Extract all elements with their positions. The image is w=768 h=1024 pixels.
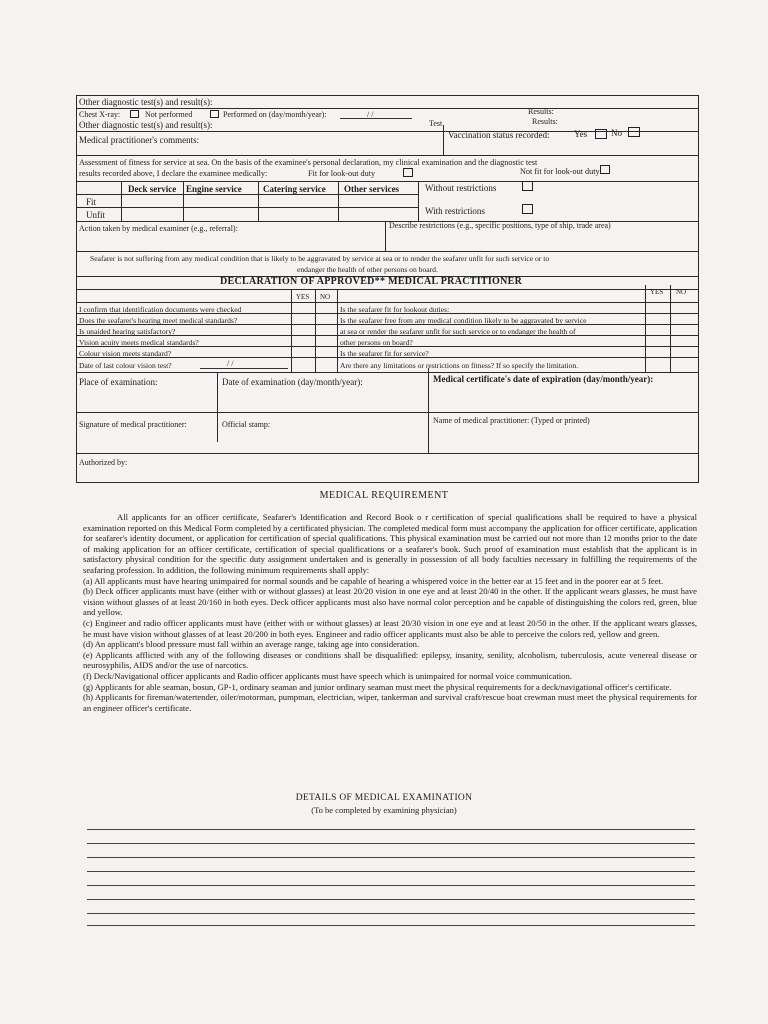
divider	[76, 108, 699, 109]
fit-lookout-checkbox[interactable]	[403, 168, 413, 177]
declaration-no-header-right: NO	[676, 288, 687, 296]
declaration-yes-header-left: YES	[296, 293, 310, 301]
unfit-catering-cell[interactable]	[259, 208, 337, 220]
other-diagnostic-header: Other diagnostic test(s) and result(s):	[79, 97, 213, 107]
date-of-examination-field[interactable]	[220, 390, 426, 408]
requirement-item: (a) All applicants must have hearing unimpaired for normal sounds and be capable of hearing a whispered voice in the better ear at 15 feet and in the poorer ear at 5 feet.	[83, 575, 664, 586]
divider	[76, 155, 699, 156]
signature-field[interactable]	[79, 430, 215, 450]
with-restrictions-checkbox[interactable]	[522, 204, 533, 214]
declaration-left-item: Vision acuity meets medical standards?	[79, 338, 199, 347]
writing-line[interactable]	[87, 925, 695, 926]
details-title: DETAILS OF MEDICAL EXAMINATION	[295, 793, 473, 803]
declaration-left-item: Is unaided hearing satisfactory?	[79, 327, 176, 336]
writing-line[interactable]	[87, 857, 695, 858]
colour-vision-date-field[interactable]	[200, 368, 288, 369]
practitioner-name-label: Name of medical practitioner: (Typed or printed)	[433, 416, 590, 425]
divider	[443, 125, 444, 155]
divider	[428, 368, 429, 453]
requirement-item: (b) Deck officer applicants must have (either with or without glasses) at least 20/20 vision in one eye and at least 20/40 in the other. If the applicant wears glasses, he must have vision without glasses of at least 20/160 in both eyes. Deck officer applicants must also have normal color perception and be capable of distinguishing the colors red, green, blue and yellow.	[83, 586, 697, 618]
declaration-right-item: at sea or render the seafarer unfit for such service or to endanger the health of	[340, 327, 576, 336]
place-of-examination-label: Place of examination:	[79, 377, 158, 387]
writing-line[interactable]	[87, 843, 695, 844]
deck-service-header: Deck service	[128, 184, 177, 194]
unfit-row-label: Unfit	[86, 210, 105, 220]
authorized-by-label: Authorized by:	[79, 458, 128, 467]
declaration-left-item: Does the seafarer's hearing meet medical standards?	[79, 316, 238, 325]
engine-service-header: Engine service	[186, 184, 242, 194]
practitioner-comments-label: Medical practitioner's comments:	[79, 135, 200, 145]
certificate-expiration-field[interactable]	[431, 388, 697, 408]
writing-line[interactable]	[87, 829, 695, 830]
writing-line[interactable]	[87, 899, 695, 900]
divider	[76, 251, 699, 252]
divider	[76, 289, 699, 290]
declaration-right-item: other persons on board?	[340, 338, 413, 347]
authorized-by-field[interactable]	[135, 456, 695, 480]
action-taken-field[interactable]	[78, 234, 382, 248]
vaccination-no-label: No	[611, 128, 622, 138]
action-taken-label: Action taken by medical examiner (e.g., referral):	[79, 224, 238, 233]
fit-catering-cell[interactable]	[259, 195, 337, 206]
official-stamp-field[interactable]	[220, 430, 426, 450]
fit-lookout-label: Fit for look-out duty	[308, 169, 376, 178]
official-stamp-label: Official stamp:	[222, 420, 271, 429]
seafarer-statement-line-1: Seafarer is not suffering from any medical condition that is likely to be aggravated by service at sea or to render the seafarer unfit for such service or to	[90, 254, 550, 263]
colour-vision-date-slashes: / /	[227, 359, 234, 368]
details-subtitle: (To be completed by examining physician)	[311, 805, 457, 815]
writing-line[interactable]	[87, 913, 695, 914]
requirement-item: (f) Deck/Navigational officer applicants and Radio officer applicants must have speech which is unimpaired for normal voice communication.	[83, 670, 572, 681]
fit-deck-cell[interactable]	[122, 195, 182, 206]
requirement-item: (d) An applicant's blood pressure must fall within an average range, taking age into consideration.	[83, 639, 420, 650]
results-label-1: Results:	[528, 107, 554, 116]
divider	[76, 302, 699, 303]
not-fit-lookout-label: Not fit for look-out duty	[520, 167, 600, 176]
requirement-intro: All applicants for an officer certificate, Seafarer's Identification and Record Book o r certification of special qualifications shall be required to have a physical examination reported on this Medical Form completed by a certificated physician. The completed medical form must accompany the application for officer certificate, application for seafarer's identity document, or application for certification of special qualifications. This physical examination must be carried out not more than 12 months prior to the date of making application for an officer certificate, certification of special qualifications or a seafarer's book. Such proof of examination must establish that the applicant is in satisfactory physical condition for the specific duty assignment undertaken and is generally in possession of all body faculties necessary in fulfilling the requirements of the seafaring profession. In addition, the following minimum requirements shall apply:	[83, 512, 697, 575]
unfit-engine-cell[interactable]	[184, 208, 257, 220]
declaration-left-item: Date of last colour vision test?	[79, 361, 172, 370]
without-restrictions-label: Without restrictions	[425, 183, 497, 193]
divider	[385, 221, 386, 251]
fit-row-label: Fit	[86, 197, 97, 207]
medical-requirement-body	[83, 512, 697, 713]
unfit-deck-cell[interactable]	[122, 208, 182, 220]
divider	[76, 412, 699, 413]
signature-label: Signature of medical practitioner:	[79, 420, 187, 429]
seafarer-statement-line-2: endanger the health of other persons on board.	[297, 265, 438, 274]
unfit-other-cell[interactable]	[339, 208, 417, 220]
describe-restrictions-label: Describe restrictions (e.g., specific positions, type of ship, trade area)	[389, 221, 611, 230]
assessment-line-2: results recorded above, I declare the examinee medically:	[79, 169, 268, 178]
certificate-expiration-label: Medical certificate's date of expiration (day/month/year):	[433, 374, 654, 384]
chest-xray-date-field[interactable]	[340, 118, 412, 119]
other-services-header: Other services	[344, 184, 400, 194]
divider	[76, 181, 699, 182]
practitioner-name-field[interactable]	[431, 428, 697, 450]
describe-restrictions-field[interactable]	[388, 232, 697, 249]
fit-engine-cell[interactable]	[184, 195, 257, 206]
without-restrictions-checkbox[interactable]	[522, 181, 533, 191]
fit-other-cell[interactable]	[339, 195, 417, 206]
catering-service-header: Catering service	[263, 184, 326, 194]
vaccination-label: Vaccination status recorded:	[448, 130, 550, 140]
with-restrictions-label: With restrictions	[425, 206, 485, 216]
divider	[76, 453, 699, 454]
declaration-right-item: Are there any limitations or restrictions on fitness? If so specify the limitation.	[340, 361, 579, 370]
medical-requirement-title: MEDICAL REQUIREMENT	[319, 490, 449, 501]
declaration-yes-header-right: YES	[650, 288, 664, 296]
requirement-item: (c) Engineer and radio officer applicants must have (either with or without glasses) at least 20/30 vision in one eye and at least 20/50 in the other. If the applicant wears glasses, he must have vision without glasses of at least 20/200 in both eyes. Engineer and radio officer applicants must also be able to perceive the colors red, yellow and green.	[83, 617, 697, 639]
declaration-right-item: Is the seafarer free from any medical condition likely to be aggravated by service	[340, 316, 587, 325]
not-performed-label: Not performed	[145, 110, 193, 119]
declaration-no-header-left: NO	[320, 293, 331, 301]
requirement-item: (g) Applicants for able seaman, bosun, GP-1, ordinary seaman and junior ordinary seaman must meet the physical requirements for a deck/navigational officer's certificate.	[83, 681, 672, 692]
declaration-title: DECLARATION OF APPROVED** MEDICAL PRACTITIONER	[220, 276, 523, 287]
divider	[217, 372, 218, 442]
date-slashes: / /	[367, 110, 374, 119]
results-label-2: Results:	[532, 117, 558, 126]
requirement-item: (e) Applicants afflicted with any of the following diseases or conditions shall be disqualified: epilepsy, insanity, senility, alcoholism, tuberculosis, acute venereal disease or neurosyphilis, AIDS and/or the use of narcotics.	[83, 649, 697, 671]
assessment-line-1: Assessment of fitness for service at sea. On the basis of the examinee's personal declaration, my clinical examination and the diagnostic test	[79, 158, 538, 167]
divider	[76, 372, 699, 373]
chest-xray-not-performed-checkbox[interactable]	[130, 110, 139, 118]
chest-xray-label: Chest X-ray:	[79, 110, 121, 119]
divider	[670, 285, 671, 372]
vaccination-no-checkbox[interactable]	[628, 127, 640, 137]
performed-on-label: Performed on (day/month/year):	[223, 110, 327, 119]
not-fit-lookout-checkbox[interactable]	[600, 165, 610, 174]
declaration-left-item: I confirm that identification documents were checked	[79, 305, 242, 314]
other-diagnostic-label: Other diagnostic test(s) and result(s):	[79, 120, 213, 130]
writing-line[interactable]	[87, 885, 695, 886]
declaration-right-item: Is the seafarer fit for lookout duties:	[340, 305, 450, 314]
requirement-item: (h) Applicants for fireman/watertender, oiler/motorman, pumpman, electrician, wiper, tankerman and survival craft/rescue boat crewman must meet the physical requirements for an engineer officer's certificate.	[83, 692, 697, 713]
declaration-right-item: Is the seafarer fit for service?	[340, 349, 429, 358]
place-of-examination-field[interactable]	[79, 390, 215, 408]
test-label: Test	[429, 119, 443, 128]
date-of-examination-label: Date of examination (day/month/year):	[222, 377, 363, 387]
vaccination-yes-label: Yes	[574, 129, 588, 139]
divider	[645, 285, 646, 372]
vaccination-yes-checkbox[interactable]	[595, 129, 607, 139]
chest-xray-performed-checkbox[interactable]	[210, 110, 219, 118]
writing-line[interactable]	[87, 871, 695, 872]
declaration-left-item: Colour vision meets standard?	[79, 349, 172, 358]
divider	[418, 181, 419, 221]
